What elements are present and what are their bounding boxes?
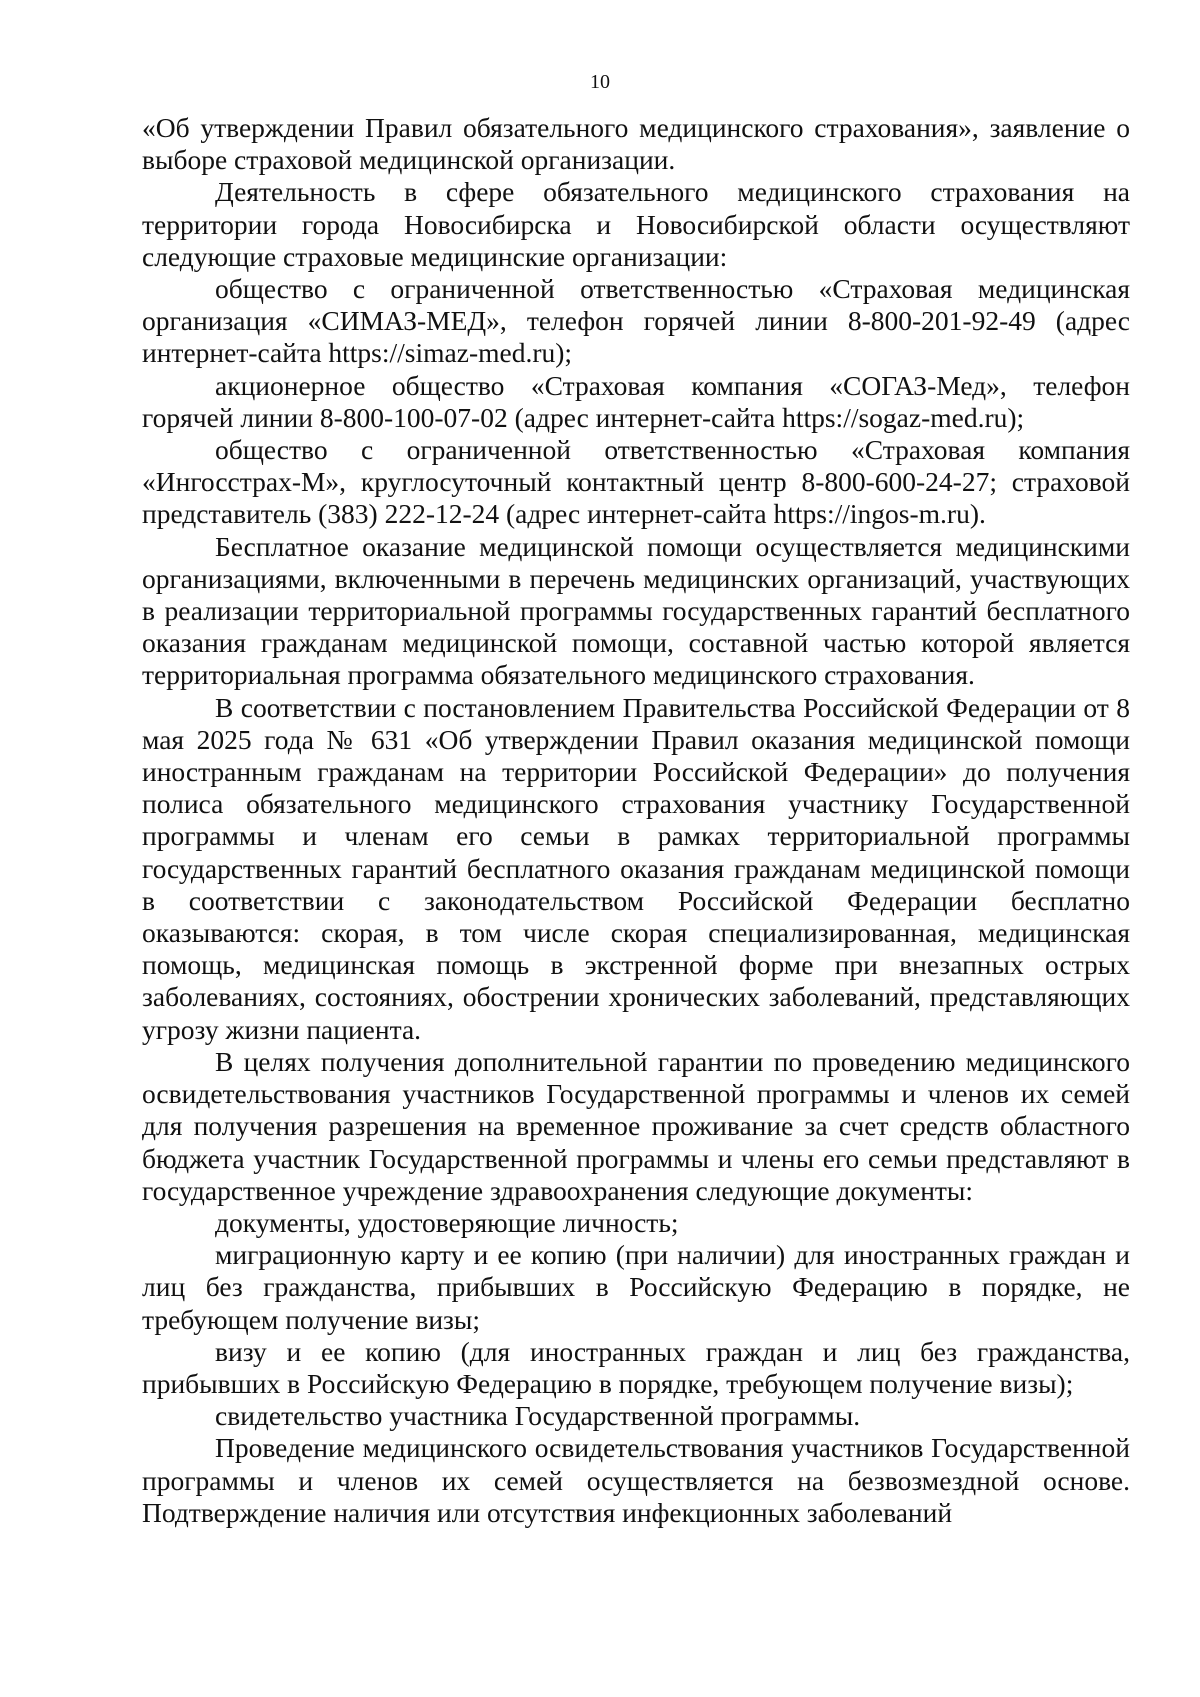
- page-number: 10: [590, 71, 610, 93]
- list-item-visa: визу и ее копию (для иностранных граждан и лиц без гражданства, прибывших в Российскую Федерацию в порядке, требующем получение визы);: [142, 1335, 1130, 1399]
- paragraph-insurers-intro: Деятельность в сфере обязательного медицинского страхования на территории города Новосибирска и Новосибирской области осуществляют следующие страховые медицинские организации:: [142, 176, 1130, 272]
- paragraph-insurer-simaz-med: общество с ограниченной ответственностью «Страховая медицинская организация «СИМАЗ-МЕД», телефон горячей линии 8-800-201-92-49 (адрес интернет-сайта https://simaz-med.ru);: [142, 273, 1130, 369]
- list-item-participant-certificate: свидетельство участника Государственной программы.: [215, 1400, 861, 1432]
- paragraph-free-examination: Проведение медицинского освидетельствования участников Государственной программы и членов их семей осуществляется на безвозмездной основе. Подтверждение наличия или отсутствия инфекционных заболеваний: [142, 1432, 1130, 1528]
- paragraph-continuation: «Об утверждении Правил обязательного медицинского страхования», заявление о выборе страховой медицинской организации.: [142, 112, 1130, 176]
- paragraph-free-medical-care: Бесплатное оказание медицинской помощи осуществляется медицинскими организациями, включенными в перечень медицинских организаций, участвующих в реализации территориальной программы государственных гарантий бесплатного оказания гражданам медицинской помощи, составной частью которой является территориальная программа обязательного медицинского страхования.: [142, 530, 1130, 691]
- paragraph-insurer-sogaz-med: акционерное общество «Страховая компания «СОГАЗ-Мед», телефон горячей линии 8-800-100-07-02 (адрес интернет-сайта https://sogaz-med.ru);: [142, 369, 1130, 433]
- paragraph-government-decree: В соответствии с постановлением Правительства Российской Федерации от 8 мая 2025 года № 631 «Об утверждении Правил оказания медицинской помощи иностранным гражданам на территории Российской Федерации» до получения полиса обязательного медицинского страхования участнику Государственной программы и членам его семьи в рамках территориальной программы государственных гарантий бесплатного оказания гражданам медицинской помощи в соответствии с законодательством Российской Федерации бесплатно оказываются: скорая, в том числе скорая специализированная, медицинская помощь, медицинская помощь в экстренной форме при внезапных острых заболеваниях, состояниях, обострении хронических заболеваний, представляющих угрозу жизни пациента.: [142, 691, 1130, 1045]
- list-item-identity-documents: документы, удостоверяющие личность;: [215, 1206, 679, 1238]
- paragraph-insurer-ingosstrakh-m: общество с ограниченной ответственностью «Страховая компания «Ингосстрах-М», круглосуточный контактный центр 8-800-600-24-27; страховой представитель (383) 222-12-24 (адрес интернет-сайта https://ingos-m.ru).: [142, 434, 1130, 530]
- document-body: [142, 112, 1130, 1529]
- paragraph-medical-examination: В целях получения дополнительной гарантии по проведению медицинского освидетельствования участников Государственной программы и членов их семей для получения разрешения на временное проживание за счет средств областного бюджета участник Государственной программы и члены его семьи представляют в государственное учреждение здравоохранения следующие документы:: [142, 1045, 1130, 1206]
- list-item-migration-card: миграционную карту и ее копию (при наличии) для иностранных граждан и лиц без гражданства, прибывших в Российскую Федерацию в порядке, не требующем получение визы;: [142, 1239, 1130, 1335]
